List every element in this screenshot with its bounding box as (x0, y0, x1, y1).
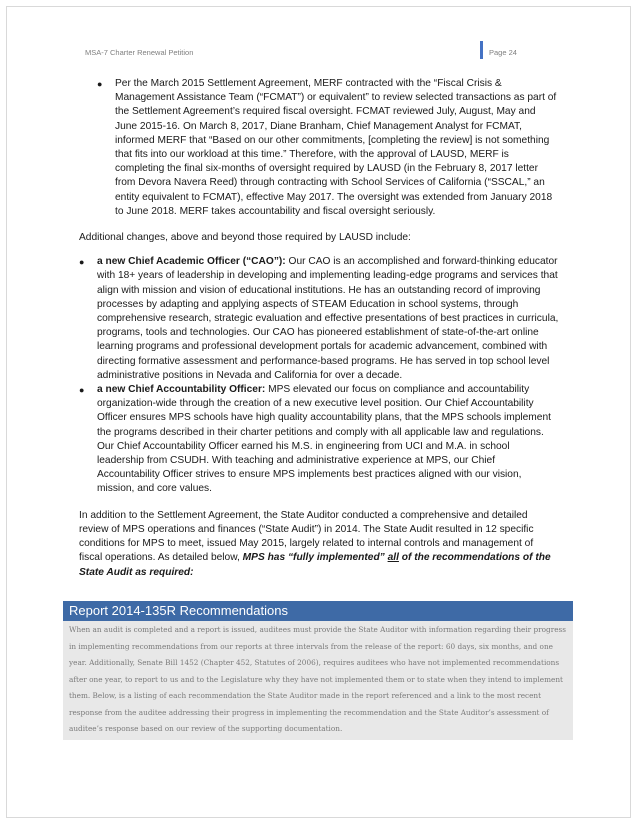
accountability-officer-text (97, 383, 559, 497)
document-page (6, 6, 631, 818)
state-audit-paragraph (79, 509, 559, 580)
recommendations-body: When an audit is completed and a report is issued, auditees must provide the State Auditor with information regarding their progress in implementing recommendations from our reports at three intervals from the release of the report: 60 days, six months, and one year. Additionally, Senate Bill 1452 (Chapter 452, Statutes of 2006), requires auditees who have not implemented recommendations after one year, to report to us and to the Legislature why they have not implemented them or to state when they intend to implement them. Below, is a listing of each recommendation the State Auditor made in the report referenced and a link to the most recent response from the auditee addressing their progress in implementing the recommendation and the State Auditor’s assessment of auditee’s response based on our review of the supporting documentation. (69, 625, 567, 733)
recommendations-title: Report 2014-135R Recommendations (63, 601, 573, 621)
recommendations-box (63, 601, 573, 740)
bullet-dot-icon: ● (79, 385, 85, 396)
settlement-bullet (79, 77, 559, 219)
accountability-officer-description: MPS elevated our focus on compliance and accountability organization-wide through the creation of a new executive level position. Our Chief Accountability Officer ensures MPS schools have high quality accountability plans, that the MPS schools implement the programs described in their charter petitions and comply with all applicable law and regulations. Our Chief Accountability Officer earned his M.S. in engineering from UCI and M.A. in school leadership from CSUDH. With teaching and administrative experience at MPS, our Chief Accountability Officer strives to ensure MPS implements best practices aligned with our vision, mission, and core values. (97, 384, 551, 495)
additional-changes-intro: Additional changes, above and beyond those required by LAUSD include: (79, 232, 411, 244)
bullet-dot-icon: ● (79, 257, 85, 268)
state-audit-text: In addition to the Settlement Agreement, the State Auditor conducted a comprehensive and detailed review of MPS operations and finances (“State Audit”) in 2014. The State Audit resulted in 12 specific conditions for MPS to meet, issued May 2015, largely related to internal controls and management of fiscal operations. As detailed below, (79, 509, 534, 564)
state-audit-emphasis-end: of the recommendations of the State Audit as required: (79, 552, 551, 578)
cao-bullet-text (97, 255, 559, 383)
state-audit-emphasis-all: all (387, 552, 399, 564)
header-page-number: Page 24 (489, 48, 517, 57)
header-divider (480, 41, 483, 59)
state-audit-emphasis-start: MPS has “fully implemented” (242, 552, 388, 564)
settlement-bullet-text: Per the March 2015 Settlement Agreement, MERF contracted with the “Fiscal Crisis & Management Assistance Team (“FCMAT”) or equivalent” to review selected transactions as part of the Settlement Agreement’s required fiscal oversight. FCMAT reviewed July, August, May and June 2015-16. On March 8, 2017, Diane Branham, Chief Management Analyst for FCMAT, informed MERF that “Based on our other commitments, [completing the review] is not something that fits into our workload at this time.” Therefore, with the approval of LAUSD, MERF is completing the final six-months of oversight required by LAUSD (in the February 8, 2017 letter from Devora Navera Reed) through contracting with School Services of California (“SSCAL,” an entity equivalent to FCMAT), effective May 2017. The oversight was extended from January 2018 to June 2018. MERF takes accountability and fiscal oversight seriously. (115, 78, 557, 217)
bullet-dot-icon: ● (97, 79, 103, 89)
cao-description: Our CAO is an accomplished and forward-thinking educator with 18+ years of leadership in developing and implementing leading-edge programs and services that align with mission and vision of educational institutions. He has an outstanding record of improving processes by adapting and applying aspects of STEAM Education in school systems, through comprehensive research, strategic evaluation and effective presentations of best practices in curricula, programs, tools and technologies. Our CAO has pioneered establishment of state-of-the-art online learning programs and professional development portals for academic advancement, combined with directing formative assessment and performance-based programs. He has served in top school level administrative positions in Nevada and California for over a decade. (97, 256, 559, 381)
cao-bullet (79, 255, 559, 383)
accountability-officer-bullet (79, 383, 559, 497)
accountability-officer-heading: a new Chief Accountability Officer: (97, 384, 266, 396)
body-content (79, 77, 559, 590)
header-document-title: MSA-7 Charter Renewal Petition (85, 48, 194, 57)
cao-heading: a new Chief Academic Officer (“CAO”): (97, 256, 286, 268)
